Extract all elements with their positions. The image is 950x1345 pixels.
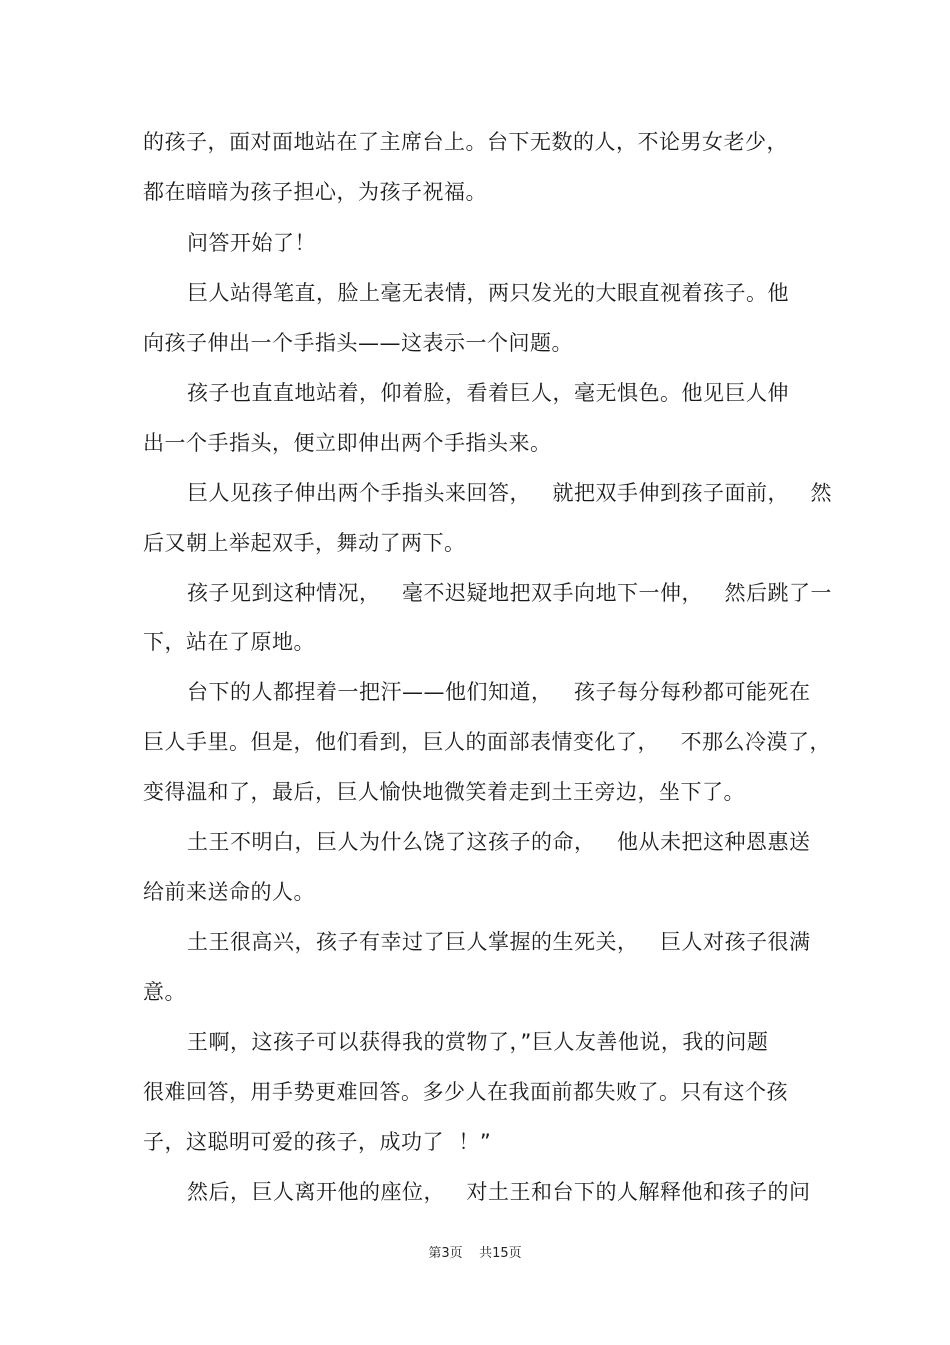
text-line: 子，这聪明可爱的孩子，成功了 ！” — [143, 1130, 492, 1154]
text-line: 下，站在了原地。 — [143, 630, 315, 654]
text-line: 很难回答，用手势更难回答。多少人在我面前都失败了。只有这个孩 — [143, 1080, 788, 1104]
text-line: 巨人见孩子伸出两个手指头来回答， 就把双手伸到孩子面前， 然 — [187, 481, 833, 505]
text-line: 孩子见到这种情况， 毫不迟疑地把双手向地下一伸， 然后跳了一 — [187, 581, 833, 605]
text-line: 孩子也直直地站着，仰着脸，看着巨人，毫无惧色。他见巨人伸 — [187, 381, 789, 405]
text-line: 出一个手指头，便立即伸出两个手指头来。 — [143, 431, 552, 455]
text-line: 向孩子伸出一个手指头——这表示一个问题。 — [143, 331, 573, 355]
text-line: 土王不明白，巨人为什么饶了这孩子的命， 他从未把这种恩惠送 — [187, 830, 811, 854]
text-line: 意。 — [143, 980, 186, 1004]
text-line: 巨人手里。但是，他们看到，巨人的面部表情变化了， 不那么冷漠了， — [143, 730, 832, 754]
text-line: 王啊，这孩子可以获得我的赏物了，”巨人友善他说，我的问题 — [187, 1030, 769, 1054]
text-line: 然后，巨人离开他的座位， 对土王和台下的人解释他和孩子的问 — [187, 1180, 811, 1204]
text-line: 的孩子，面对面地站在了主席台上。台下无数的人，不论男女老少， — [143, 130, 788, 154]
page-number-footer: 第3页 共15页 — [428, 1246, 522, 1261]
text-line: 给前来送命的人。 — [143, 880, 315, 904]
text-line: 巨人站得笔直，脸上毫无表情，两只发光的大眼直视着孩子。他 — [187, 281, 789, 305]
text-line: 变得温和了，最后，巨人愉快地微笑着走到土王旁边，坐下了。 — [143, 780, 745, 804]
text-line: 后又朝上举起双手，舞动了两下。 — [143, 531, 466, 555]
text-line: 土王很高兴，孩子有幸过了巨人掌握的生死关， 巨人对孩子很满 — [187, 930, 811, 954]
text-line: 问答开始了！ — [187, 231, 316, 255]
text-line: 都在暗暗为孩子担心，为孩子祝福。 — [143, 180, 487, 204]
text-line: 台下的人都捏着一把汗——他们知道， 孩子每分每秒都可能死在 — [187, 680, 811, 704]
